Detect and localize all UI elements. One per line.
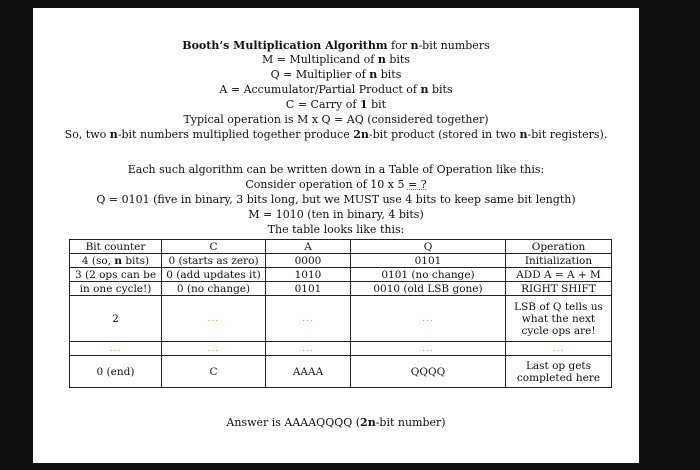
cell-bit: 4 (so, n bits) — [70, 254, 162, 268]
cell-op: Initialization — [506, 254, 612, 268]
cell-op: RIGHT SHIFT — [506, 282, 612, 296]
cell-c: 0 (add updates it) — [162, 268, 266, 282]
cell-op: Last op gets completed here — [506, 356, 612, 388]
q-definition: Q = Multiplier of n bits — [270, 68, 402, 81]
table-row — [70, 356, 612, 388]
table-header-row — [70, 240, 612, 254]
intro-line-4: M = 1010 (ten in binary, 4 bits) — [248, 208, 424, 221]
cell-a: ... — [266, 296, 351, 342]
table-row — [70, 268, 612, 282]
m-definition: M = Multiplicand of n bits — [261, 53, 410, 66]
answer-line: Answer is AAAAQQQQ (2n-bit number) — [226, 416, 446, 429]
cell-a: ... — [266, 342, 351, 356]
cell-q: 0101 — [351, 254, 506, 268]
table-row — [70, 282, 612, 296]
product-summary: So, two n-bit numbers multiplied together produce 2n-bit product (stored in two n-bit registers). — [64, 128, 608, 141]
cell-q: ... — [351, 296, 506, 342]
cell-c: ... — [162, 342, 266, 356]
header-a: A — [266, 240, 351, 254]
cell-op: LSB of Q tells us what the next cycle ops are! — [506, 296, 612, 342]
intro-line-2: Consider operation of 10 x 5 = ? — [245, 178, 427, 191]
header-operation: Operation — [506, 240, 612, 254]
header-c: C — [162, 240, 266, 254]
table-row — [70, 342, 612, 356]
cell-c: ... — [162, 296, 266, 342]
cell-a: 0000 — [266, 254, 351, 268]
cell-q: 0010 (old LSB gone) — [351, 282, 506, 296]
table-row — [70, 254, 612, 268]
cell-bit: 3 (2 ops can be — [70, 268, 162, 282]
intro-line-5: The table looks like this: — [267, 223, 405, 236]
document-page — [33, 8, 639, 463]
a-definition: A = Accumulator/Partial Product of n bits — [219, 83, 453, 96]
cell-op: ... — [506, 342, 612, 356]
cell-c: 0 (starts as zero) — [162, 254, 266, 268]
cell-bit: 0 (end) — [70, 356, 162, 388]
cell-bit: in one cycle!) — [70, 282, 162, 296]
cell-op: ADD A = A + M — [506, 268, 612, 282]
cell-a: AAAA — [266, 356, 351, 388]
header-q: Q — [351, 240, 506, 254]
cell-q: QQQQ — [351, 356, 506, 388]
cell-a: 1010 — [266, 268, 351, 282]
typical-operation: Typical operation is M x Q = AQ (considered together) — [183, 113, 489, 126]
cell-q: ... — [351, 342, 506, 356]
intro-line-1: Each such algorithm can be written down in a Table of Operation like this: — [127, 163, 545, 176]
intro-line-3: Q = 0101 (five in binary, 3 bits long, but we MUST use 4 bits to keep same bit length) — [96, 193, 576, 206]
cell-bit: 2 — [70, 296, 162, 342]
operation-table — [69, 239, 612, 388]
cell-c: C — [162, 356, 266, 388]
cell-c: 0 (no change) — [162, 282, 266, 296]
cell-a: 0101 — [266, 282, 351, 296]
doc-title: Booth’s Multiplication Algorithm for n-bit numbers — [182, 39, 490, 52]
cell-bit: ... — [70, 342, 162, 356]
header-bit-counter: Bit counter — [70, 240, 162, 254]
cell-q: 0101 (no change) — [351, 268, 506, 282]
c-definition: C = Carry of 1 bit — [285, 98, 387, 111]
table-row — [70, 296, 612, 342]
